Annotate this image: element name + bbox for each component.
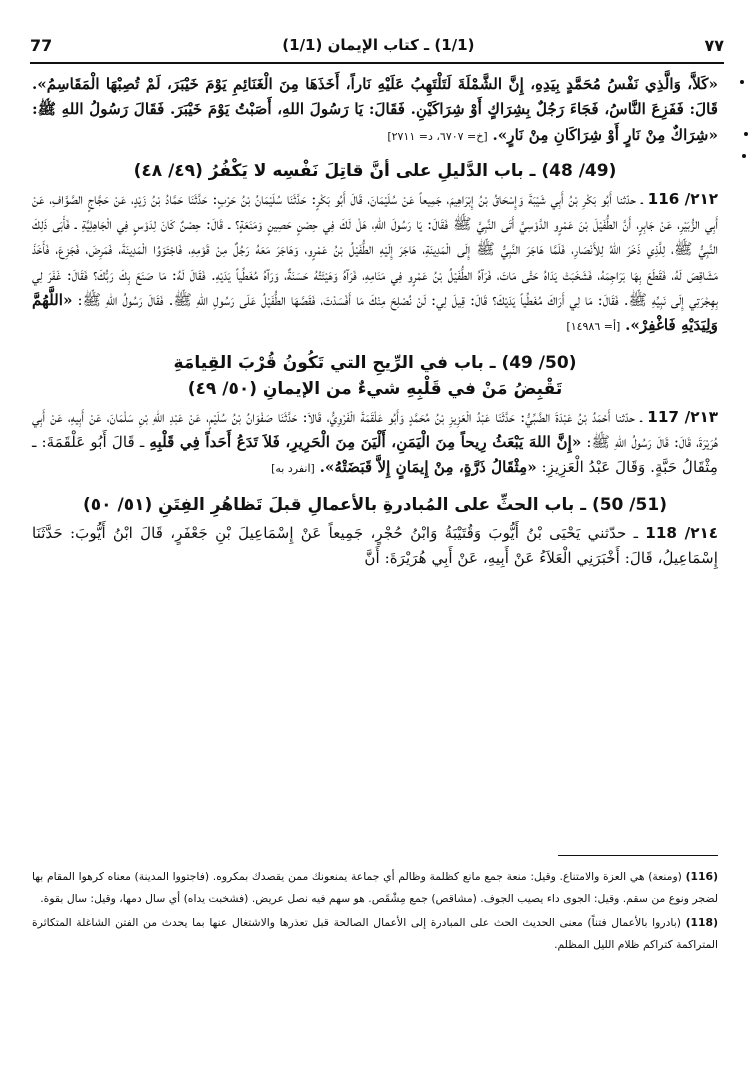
footnote-116 bbox=[32, 866, 718, 910]
hadith-117-prophetic-saying: «إِنَّ اللهَ يَبْعَثُ رِيحاً مِنَ الْيَمَنِ، أَلْيَنَ مِنَ الْحَرِيرِ، فَلاَ تَدَعُ أَحَداً فِي قَلْبِهِ bbox=[149, 432, 582, 451]
hadith-117-text-2: ـ قَالَ أَبُو عَلْقَمَةَ: ـ مِثْقَالُ حَبَّةٍ. وَقَالَ عَبْدُ الْعَزِيزِ: bbox=[32, 432, 718, 477]
hadith-116-number: ٢١٢/ 116 bbox=[647, 189, 718, 208]
running-title: (1/1) ـ كتاب الإيمان (1/1) bbox=[282, 36, 475, 54]
footnotes bbox=[32, 866, 718, 958]
chapter-heading-50-line1: (50/ 49) ـ باب في الرِّيحِ التي تَكُونُ قُرْبَ القِيامَةِ bbox=[173, 352, 577, 373]
hadith-115-continuation bbox=[32, 72, 718, 149]
header-rule bbox=[30, 62, 724, 64]
page-header bbox=[30, 28, 724, 62]
hadith-116-reference: [أ= ١٤٩٨٦] bbox=[566, 320, 621, 334]
footnote-118-number: (118) bbox=[685, 916, 718, 929]
margin-mark bbox=[742, 154, 746, 158]
hadith-116 bbox=[32, 187, 718, 340]
chapter-heading-50-line2: تَقْبِضُ مَنْ في قَلْبِهِ شيءٌ من الإيمانِ (٥٠/ ٤٩) bbox=[187, 378, 563, 399]
hadith-115-reference: [خ= ٦٧٠٧، د= ٢٧١١] bbox=[387, 129, 488, 143]
footnote-118-text: (بادروا بالأعمال فتناً) معنى الحديث الحث على المبادرة إلى الأعمال الصالحة قبل تعذرها والاشتغال عنها بما يحدث من الفتن الشاغلة المتكاثرة المتراكمة كتراكم ظلام الليل المظلم. bbox=[32, 916, 718, 951]
footnote-116-number: (116) bbox=[685, 870, 718, 883]
hadith-117-prophetic-saying-2: «مِثْقَالُ ذَرَّةٍ، مِنْ إِيمَانٍ إِلاَّ قَبَضَتْهُ». bbox=[319, 458, 537, 477]
chapter-heading-51: (51/ 50) ـ باب الحثِّ على المُبادرةِ بالأعمالِ قبلَ تَظاهُرِ الفِتَنِ (٥١/ ٥٠) bbox=[83, 494, 667, 515]
footnote-116-text: (ومنعة) هي العزة والامتناع. وقيل: منعة جمع مانع كظلمة وظالم أي جماعة يمنعونك ممن يقصدك بمكروه. (فاجتووا المدينة) معناه كرهوا المقام بها لضجر ونوع من سقم. وقيل: الجوى داء يصيب الجوف. (مشاقص) جمع مِشْقَص. هو سهم فيه نصل عريض. (فشخبت يداه) أي سال دمها، وقيل: سال بقوة. bbox=[32, 870, 718, 905]
page-number-right: ٧٧ bbox=[704, 35, 724, 55]
hadith-116-text: ـ حدّثنا أَبُو بَكْرِ بْنُ أَبِي شَيْبَةَ وَإِسْحَاقُ بْنُ إِبْرَاهِيمَ، جَمِيعاً عَنْ سُلَيْمَانَ، قَالَ أَبُو بَكْرٍ: حَدَّثَنَا سُلَيْمَانُ بْنُ حَرْبٍ: حَدَّثَنَا حَمَّادُ بْنُ زَيْدٍ، عَنْ حَجَّاجٍ الصَّوَّافِ، عَنْ أَبِي الزُّبَيْرِ، عَنْ جَابِرٍ، أَنَّ الطُّفَيْلَ بْنَ عَمْرٍو الدَّوْسِيَّ أَتَى النَّبِيَّ ﷺ فَقَالَ: يَا رَسُولَ اللهِ، هَلْ لَكَ فِي حِصْنٍ حَصِينٍ وَمَنَعَةٍ؟ ـ قَالَ: حِصْنٌ كَانَ لِدَوْسٍ فِي الْجَاهِلِيَّةِ ـ فَأَبَى ذَلِكَ النَّبِيُّ ﷺ، لِلَّذِي ذَخَرَ اللهُ لِلأَنْصَارِ، فَلَمَّا هَاجَرَ النَّبِيُّ ﷺ إِلَى الْمَدِينَةِ، هَاجَرَ إِلَيْهِ الطُّفَيْلُ بْنُ عَمْرٍو، وَهَاجَرَ مَعَهُ رَجُلٌ مِنْ قَوْمِهِ، فَاجْتَوَوُا الْمَدِينَةَ، فَمَرِضَ، فَجَزِعَ، فَأَخَذَ مَشَاقِصَ لَهُ، فَقَطَعَ بِهَا بَرَاجِمَهُ، فَشَخَبَتْ يَدَاهُ حَتَّى مَاتَ، فَرَآهُ الطُّفَيْلُ بْنُ عَمْرٍو فِي مَنَامِهِ، فَرَآهُ وَهَيْئَتُهُ حَسَنَةٌ، وَرَآهُ مُغَطِّياً يَدَيْهِ. فَقَالَ لَهُ: مَا صَنَعَ بِكَ رَبُّكَ؟ فَقَالَ: غَفَرَ لِي بِهِجْرَتِي إِلَى نَبِيِّهِ ﷺ. فَقَالَ: مَا لِي أَرَاكَ مُغَطِّياً يَدَيْكَ؟ قَالَ: قِيلَ لِي: لَنْ نُصْلِحَ مِنْكَ مَا أَفْسَدْتَ، فَقَصَّهَا الطُّفَيْلُ عَلَى رَسُولِ اللهِ ﷺ. فَقَالَ رَسُولُ اللهِ ﷺ: bbox=[32, 189, 719, 310]
hadith-118-number: ٢١٤/ 118 bbox=[645, 523, 718, 542]
page-number-left: 77 bbox=[30, 35, 53, 55]
hadith-117-reference: [انفرد به] bbox=[271, 462, 315, 476]
chapter-heading-50 bbox=[32, 350, 718, 402]
hadith-117-number: ٢١٣/ 117 bbox=[647, 407, 718, 426]
hadith-118-text: ـ حدّثني يَحْيَى بْنُ أَيُّوبَ وَقُتَيْبَةُ وَابْنُ حُجْرٍ، جَمِيعاً عَنْ إِسْمَاعِيلَ بْنِ جَعْفَرٍ، قَالَ ابْنُ أَيُّوبَ: حَدَّثَنَا إِسْمَاعِيلُ، قَالَ: أَخْبَرَنِي الْعَلاَءُ عَنْ أَبِيهِ، عَنْ أَبِي هُرَيْرَةَ: أَنَّ bbox=[32, 523, 718, 567]
margin-mark bbox=[740, 80, 744, 84]
footnote-118 bbox=[32, 912, 718, 956]
hadith-118 bbox=[32, 521, 718, 572]
chapter-heading-49: (49/ 48) ـ باب الدَّليلِ على أنَّ قاتِلَ نَفْسِه لا يَكْفُرُ (٤٩/ ٤٨) bbox=[133, 160, 617, 181]
hadith-117-text: ـ حدّثنا أَحْمَدُ بْنُ عَبْدَةَ الضَّبِّيُّ: حَدَّثَنَا عَبْدُ الْعَزِيزِ بْنُ مُحَمَّدٍ وَأَبُو عَلْقَمَةَ الْفَرْوِيُّ، قَالاَ: حَدَّثَنَا صَفْوَانُ بْنُ سُلَيْمٍ، عَنْ عَبْدِ اللهِ بْنِ سَلْمَانَ، عَنْ أَبِيهِ، عَنْ أَبِي هُرَيْرَةَ، قَالَ: قَالَ رَسُولُ اللهِ ﷺ: bbox=[32, 407, 719, 451]
footnote-rule bbox=[558, 855, 718, 856]
margin-mark bbox=[744, 132, 748, 136]
main-text bbox=[32, 72, 718, 571]
hadith-115-text: «كَلاَّ، وَالَّذِي نَفْسُ مُحَمَّدٍ بِيَدِهِ، إِنَّ الشَّمْلَةَ لَتَلْتَهِبُ عَلَيْهِ نَاراً، أَخَذَهَا مِنَ الْغَنَائِمِ يَوْمَ خَيْبَرَ، لَمْ تُصِبْهَا الْمَقَاسِمُ». قَالَ: فَفَزِعَ النَّاسُ، فَجَاءَ رَجُلٌ بِشِرَاكٍ أَوْ شِرَاكَيْنِ. فَقَالَ: يَا رَسُولَ اللهِ، أَصَبْتُ يَوْمَ خَيْبَرَ. فَقَالَ رَسُولُ اللهِ ﷺ: «شِرَاكٌ مِنْ نَارٍ أَوْ شِرَاكَانِ مِنْ نَارٍ». bbox=[32, 75, 718, 144]
hadith-116-prophetic-saying: «اللَّهُمَّ وَلِيَدَيْهِ فَاغْفِرْ». bbox=[32, 291, 718, 335]
hadith-117 bbox=[32, 405, 718, 482]
